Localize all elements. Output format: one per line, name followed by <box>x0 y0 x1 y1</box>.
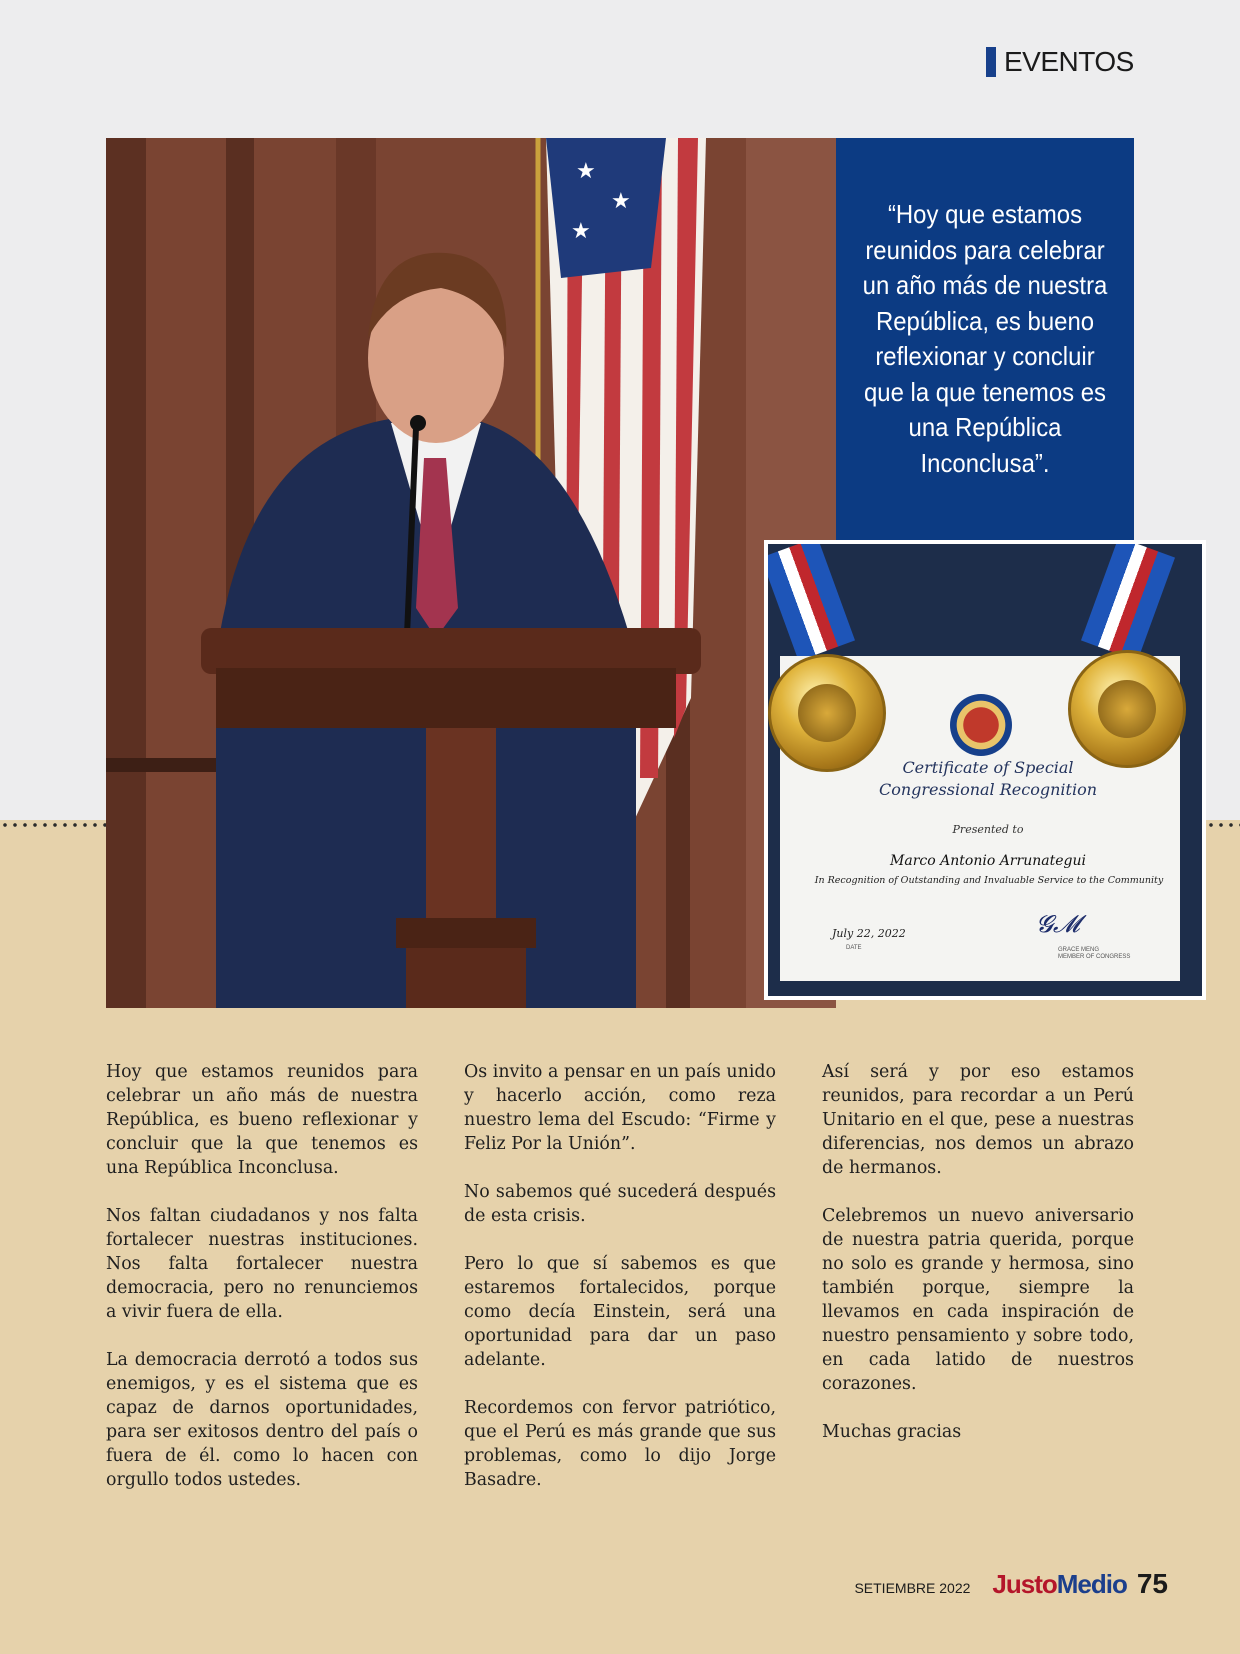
congress-seal-icon <box>950 694 1012 756</box>
medal-left-icon <box>768 654 886 772</box>
speaker-photo <box>106 138 836 1008</box>
paragraph: Hoy que estamos reunidos para celebrar un año más de nuestra República, es bueno reflexionar y concluir que la que tenemos es una República Inconclusa. <box>106 1062 418 1178</box>
svg-text:★: ★ <box>611 189 631 214</box>
certificate-title-line1: Certificate of Special <box>902 758 1074 777</box>
page-footer <box>854 1568 1168 1600</box>
certificate-date-label: DATE <box>846 945 862 951</box>
ribbon-left-icon <box>764 540 855 661</box>
certificate-title-line2: Congressional Recognition <box>878 780 1097 799</box>
speaker-illustration <box>106 138 836 1008</box>
certificate-title <box>858 757 1118 801</box>
paragraph: Recordemos con fervor patriótico, que el Perú es más grande que sus problemas, como lo dijo Jorge Basadre. <box>464 1398 776 1490</box>
certificate-presented: Presented to <box>952 823 1024 836</box>
svg-text:★: ★ <box>576 159 596 184</box>
dotted-divider-right <box>1206 822 1240 828</box>
pull-quote <box>836 138 1134 540</box>
certificate-photo <box>764 540 1206 1000</box>
certificate-date: July 22, 2022 <box>832 927 906 940</box>
paragraph: Celebremos un nuevo aniversario de nuestra patria querida, porque no solo es grande y hermosa, sino también porque, siempre la llevamos en cada inspiración de nuestro pensamiento y sobre todo, en cada latido de nuestros corazones. <box>822 1206 1134 1394</box>
magazine-logo <box>992 1569 1126 1600</box>
text-column-1 <box>106 1060 418 1516</box>
section-tag <box>986 46 1134 78</box>
svg-text:★: ★ <box>571 219 591 244</box>
ribbon-right-icon <box>1081 540 1175 661</box>
paragraph: Nos faltan ciudadanos y nos falta fortalecer nuestras instituciones. Nos falta fortalecer nuestra democracia, pero no renunciemos a vivir fuera de ella. <box>106 1206 418 1322</box>
paragraph: Muchas gracias <box>822 1422 962 1442</box>
section-marker-icon <box>986 47 996 77</box>
logo-part1: Justo <box>992 1569 1057 1599</box>
dotted-divider-left <box>0 822 106 828</box>
certificate-recognition: In Recognition of Outstanding and Invaluable Service to the Community <box>814 875 1164 886</box>
paragraph: La democracia derrotó a todos sus enemigos, y es el sistema que es capaz de darnos oportunidades, para ser exitosos dentro del país o fuera de él. como lo hacen con orgullo todos ustedes. <box>106 1350 418 1490</box>
text-column-3 <box>822 1060 1134 1468</box>
certificate-signer <box>1058 947 1130 961</box>
certificate-signer-name: GRACE MENG <box>1058 947 1100 953</box>
issue-date: SETIEMBRE 2022 <box>854 1580 971 1596</box>
paragraph: Pero lo que sí sabemos es que estaremos fortalecidos, porque como decía Einstein, será una oportunidad para dar un paso adelante. <box>464 1254 776 1370</box>
certificate-recipient: Marco Antonio Arrunategui <box>890 853 1086 869</box>
paragraph: Así será y por eso estamos reunidos, para recordar a un Perú Unitario en el que, pese a nuestras diferencias, nos demos un abrazo de hermanos. <box>822 1062 1134 1178</box>
section-label: EVENTOS <box>1004 46 1134 77</box>
paragraph: No sabemos qué sucederá después de esta crisis. <box>464 1182 776 1226</box>
text-column-2 <box>464 1060 776 1516</box>
certificate-signer-title: MEMBER OF CONGRESS <box>1058 954 1131 960</box>
medal-right-icon <box>1068 650 1186 768</box>
signature-icon: 𝓖𝓜 <box>1036 910 1080 938</box>
logo-part2: Medio <box>1056 1569 1127 1599</box>
page-number: 75 <box>1136 1568 1168 1599</box>
paragraph: Os invito a pensar en un país unido y hacerlo acción, como reza nuestro lema del Escudo: “Firme y Feliz Por la Unión”. <box>464 1062 776 1154</box>
pull-quote-text: “Hoy que estamos reunidos para celebrar un año más de nuestra República, es bueno reflexionar y concluir que la que tenemos es una República Inconclusa”. <box>862 199 1108 478</box>
